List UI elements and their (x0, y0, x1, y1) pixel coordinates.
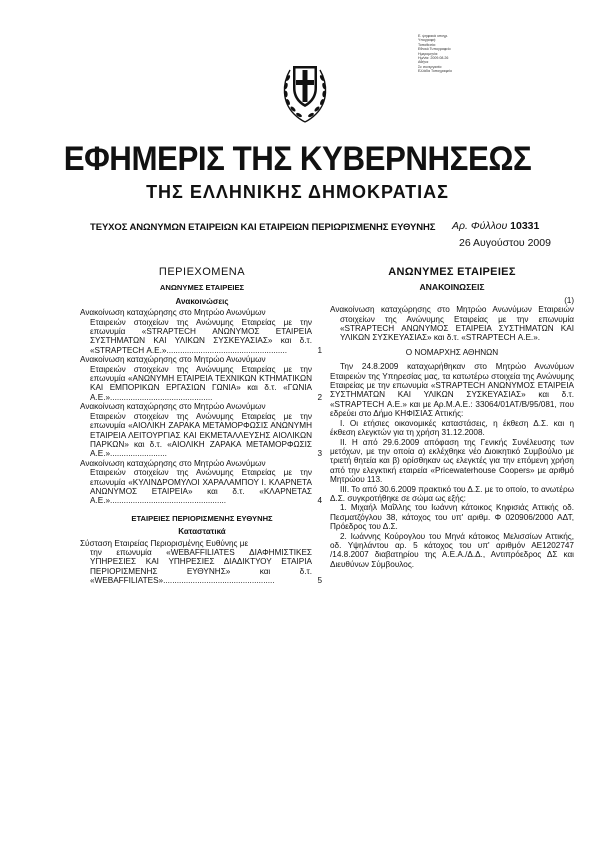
authority-heading: Ο ΝΟΜΑΡΧΗΣ ΑΘΗΝΩΝ (405, 347, 499, 357)
main-column (330, 268, 574, 569)
gazette-title: ΕΦΗΜΕΡΙΣ ΤΗΣ ΚΥΒΕΡΝΗΣΕΩΣ (63, 140, 532, 178)
issue-label: Αρ. Φύλλου (452, 220, 508, 232)
main-heading: ΑΝΩΝΥΜΕΣ ΕΤΑΙΡΕΙΕΣ (388, 266, 516, 278)
contents-subsection-announcements: Ανακοινώσεις (175, 296, 229, 306)
announcement-paragraph: Την 24.8.2009 καταχωρήθηκαν στο Μητρώο Ανωνύμων Εταιρειών της Υπηρεσίας μας, τα κατωτέρω στοιχεία της Ανώνυμης Εταιρείας με την επωνυμία «STRAPTECH ΑΝΩΝΥΜΟΣ ΕΤΑΙΡΕΙΑ ΣΥΣΤΗΜΑΤΩΝ ΚΑΙ ΥΛΙΚΩΝ ΣΥΣΚΕΥΑΣΙΑΣ» και δ.τ. «STRAPTECH Α.Ε.» και με Αρ.Μ.Α.Ε.: 33064/01ΑΤ/Β/95/081, που εδρεύει στο Δήμο ΚΗΦΙΣΙΑΣ Αττικής: (330, 362, 574, 419)
entry-text: Εταιρειών στοιχείων της Ανώνυμης Εταιρείας με την επωνυμία «ΑΙΟΛΙΚΗ ΖΑΡΑΚΑ ΜΕΤΑΜΟΡΦΩΣΙΣ ΑΝΩΝΥΜΗ ΕΤΑΙΡΕΙΑ ΛΕΙΤΟΥΡΓΙΑΣ ΚΑΙ ΕΚΜΕΤΑΛΛΕΥΣΗΣ ΑΙΟΛΙΚΩΝ ΠΑΡΚΩΝ» και δ.τ. «ΑΙΟΛΙΚΗ ΖΑΡΑΚΑ ΜΕΤΑΜΟΡΦΩΣΙΣ Α.Ε.»......................... (90, 411, 312, 459)
stamp-line: Ελλάδα Τυπογραφείο (418, 69, 452, 74)
entry-first-line: Ανακοίνωση καταχώρησης στο Μητρώο Ανωνύμων (80, 355, 266, 365)
entry-text: την επωνυμία «WEBAFFILIATES ΔΙΑΦΗΜΙΣΤΙΚΕΣ ΥΠΗΡΕΣΙΕΣ ΚΑΙ ΥΠΗΡΕΣΙΕΣ ΔΙΑΔΙΚΤΥΟΥ ΕΤΑΙΡΙΑ ΠΕΡΙΟΡΙΣΜΕΝΗΣ ΕΥΘΥΝΗΣ» και δ.τ. «WEBAFFILIATES»................................................. (90, 547, 312, 586)
announcement-item: Ι. Οι ετήσιες οικονομικές καταστάσεις, η έκθεση Δ.Σ. και η έκθεση ελεγκτών για τη χρήση 31.12.2008. (330, 418, 574, 438)
entry-page-number: 5 (317, 576, 322, 586)
stamp-line: Ε. ψηφιακά υπογρ. (418, 34, 449, 38)
stamp-line: Εθνικό Τυπογραφείο (418, 47, 451, 52)
contents-column (80, 268, 324, 586)
announcement-title: Ανακοίνωση καταχώρησης στο Μητρώο Ανωνύμων Εταιρειών στοιχείων της Ανώνυμης Εταιρείας με την επωνυμία «STRAPTECH ΑΝΩΝΥΜΟΣ ΕΤΑΙΡΕΙΑ ΣΥΣΤΗΜΑΤΩΝ ΚΑΙ ΥΛΙΚΩΝ ΣΥΣΚΕΥΑΣΙΑΣ» και δ.τ. «STRAPTECH Α.Ε.». (330, 305, 574, 343)
contents-subsection-statutes: Καταστατικά (178, 527, 226, 537)
entry-page-number: 3 (317, 449, 322, 459)
announcement-item: 2. Ιωάννης Κούρογλου του Μηνά κάτοικος Μελισσίων Αττικής, οδ. Υψηλάντου αρ. 5 κάτοχος του υπ' αριθμόν ΑΕ1202747 /14.8.2007 διαβατηρίου της Α.Ε.Α./Δ.Δ., Αντιπρόεδρος ΔΣ και Διευθύνων Σύμβουλος. (330, 531, 574, 569)
stamp-line: Υπογραφή: (418, 38, 437, 43)
entry-first-line: Ανακοίνωση καταχώρησης στο Μητρώο Ανωνύμων (80, 402, 266, 412)
entry-page-number: 1 (317, 345, 322, 355)
entry-page-number: 2 (317, 392, 322, 402)
issue-date: 26 Αυγούστου 2009 (459, 237, 551, 249)
entry-text: Εταιρειών στοιχείων της Ανώνυμης Εταιρείας με την επωνυμία «ΚΥΛΙΝΔΡΟΜΥΛΟΙ ΧΑΡΑΛΑΜΠΟΥ Ι. ΚΛΑΡΝΕΤΑ ΑΝΩΝΥΜΟΣ ΕΤΑΙΡΕΙΑ» και δ.τ. «ΚΛΑΡΝΕΤΑΣ Α.Ε.»................................................... (90, 468, 312, 506)
stamp-line: Σε συνεργασία (418, 64, 442, 69)
contents-entry[interactable] (80, 459, 324, 506)
entry-text: Εταιρειών στοιχείων της Ανώνυμης Εταιρείας με την επωνυμία «STRAPTECH ΑΝΩΝΥΜΟΣ ΕΤΑΙΡΕΙΑ ΣΥΣΤΗΜΑΤΩΝ ΚΑΙ ΥΛΙΚΩΝ ΣΥΣΚΕΥΑΣΙΑΣ» και δ.τ. «STRAPTECH Α.Ε.»..................................................... (90, 317, 312, 355)
issue-number: 10331 (510, 220, 540, 232)
contents-heading: ΠΕΡΙΕΧΟΜΕΝΑ (158, 266, 246, 278)
entry-page-number: 4 (317, 496, 322, 506)
entry-first-line: Ανακοίνωση καταχώρησης στο Μητρώο Ανωνύμων (80, 458, 266, 468)
contents-section-limited: ΕΤΑΙΡΕΙΕΣ ΠΕΡΙΟΡΙΣΜΕΝΗΣ ΕΥΘΥΝΗΣ (131, 513, 273, 523)
contents-section-anonymous: ΑΝΩΝΥΜΕΣ ΕΤΑΙΡΕΙΕΣ (159, 283, 245, 293)
stamp-line: Ημερομηνία: (418, 51, 439, 56)
issue-series: ΤΕΥΧΟΣ ΑΝΩΝΥΜΩΝ ΕΤΑΙΡΕΙΩΝ ΚΑΙ ΕΤΑΙΡΕΙΩΝ ΠΕΡΙΩΡΙΣΜΕΝΗΣ ΕΥΘΥΝΗΣ (90, 222, 436, 233)
contents-entry[interactable] (80, 355, 324, 402)
entry-first-line: Σύσταση Εταιρείας Περιορισμένης Ευθύνης με (80, 538, 249, 548)
announcement-item: 1. Μιχαήλ Μαΐλλης του Ιωάννη κάτοικος Κηφισιάς Αττικής οδ. Πεσματζόγλου 38, κάτοχος του υπ' αριθμ. Φ 020906/2000 ΑΔΤ, Πρόεδρος του Δ.Σ. (330, 503, 574, 532)
issue-number-block (452, 220, 539, 232)
stamp-line: Αθήνα (418, 60, 429, 65)
stamp-line: Ημ/νία: 2009.08.26 (418, 56, 449, 61)
greek-coat-of-arms-icon (282, 58, 328, 124)
announcement-item: ΙΙ. Η από 29.6.2009 απόφαση της Γενικής Συνέλευσης των μετόχων, με την οποία α) εκλέχθηκε νέο Διοικητικό Συμβούλιο με τριετή θητεία και β) ορίσθηκαν ως ελεγκτές για την επόμενη χρήση από την ελεγκτική εταιρεία «Pricewaterhouse Coopers» με αριθμό Μητρώου 113. (330, 437, 574, 485)
contents-entry[interactable] (80, 308, 324, 355)
gazette-subtitle: ΤΗΣ ΕΛΛΗΝΙΚΗΣ ΔΗΜΟΚΡΑΤΙΑΣ (146, 182, 449, 202)
announcement-item: ΙΙΙ. Το από 30.6.2009 πρακτικό του Δ.Σ. με το οποίο, το ανωτέρω Δ.Σ. συγκροτήθηκε σε σώμα ως εξής: (330, 484, 574, 503)
entry-text: Εταιρειών στοιχείων της Ανώνυμης Εταιρείας με την επωνυμία «ΑΝΩΝΥΜΗ ΕΤΑΙΡΕΙΑ ΤΕΧΝΙΚΩΝ ΚΤΗΜΑΤΙΚΩΝ ΚΑΙ ΕΜΠΟΡΙΚΩΝ ΕΡΓΑΣΙΩΝ ΓΩΝΙΑ» και δ.τ. «ΓΩΝΙΑ Α.Ε.»............................................. (90, 364, 312, 402)
digital-signature-stamp (418, 34, 498, 74)
announcement-number: (1) (564, 295, 574, 305)
contents-entry[interactable] (80, 402, 324, 458)
contents-entry[interactable] (80, 539, 324, 586)
main-subheading: ΑΝΑΚΟΙΝΩΣΕΙΣ (419, 282, 485, 293)
entry-first-line: Ανακοίνωση καταχώρησης στο Μητρώο Ανωνύμων (80, 308, 266, 318)
stamp-line: Τοποθεσία: (418, 42, 436, 47)
